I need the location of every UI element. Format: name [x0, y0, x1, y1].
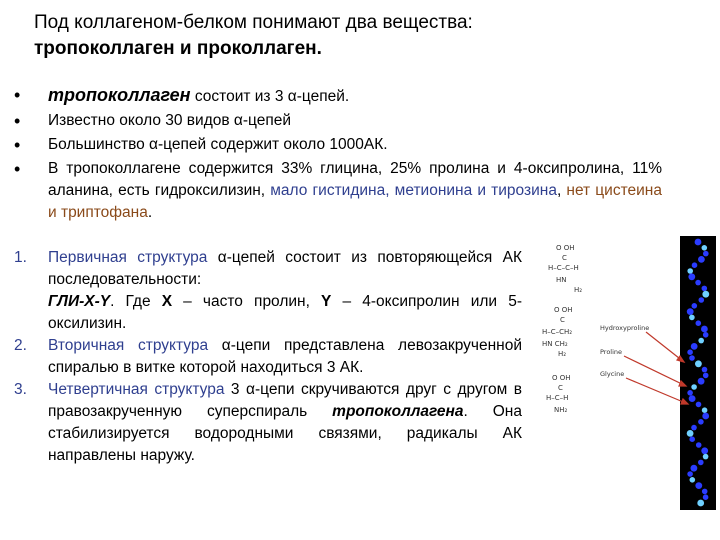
helix-bead — [698, 256, 705, 263]
helix-bead — [702, 245, 708, 251]
helix-bead — [687, 471, 693, 477]
proline-structure — [542, 306, 573, 358]
helix-bead — [703, 332, 709, 338]
svg-text:H–C–C–H: H–C–C–H — [548, 264, 579, 272]
absent-amino-acids: нет цистеина и триптофана — [48, 182, 662, 221]
title-line-2: тропоколлаген и проколлаген. — [34, 38, 322, 59]
hydroxyproline-structure — [548, 244, 582, 294]
svg-text:C: C — [560, 316, 565, 324]
helix-bead — [701, 447, 708, 454]
helix-bead — [702, 407, 708, 413]
figure-svg — [534, 236, 716, 510]
helix-bead — [689, 436, 695, 442]
helix-bead — [691, 425, 697, 431]
helix-bead — [691, 465, 698, 472]
svg-text:C: C — [558, 384, 563, 392]
svg-text:H–C–H: H–C–H — [546, 394, 569, 402]
term-tropocollagen-inline: тропоколлагена — [332, 403, 464, 420]
helix-bead — [698, 378, 705, 385]
structure-level-list — [14, 247, 522, 467]
sequence-definition: ГЛИ-Х-Y. Где Х – часто пролин, Y – 4-оксипролин или 5-оксилизин. — [48, 293, 522, 332]
item-number: 2. — [14, 337, 27, 354]
fact-bullet-list — [14, 84, 662, 226]
helix-bead — [687, 390, 693, 396]
helix-bead — [691, 343, 698, 350]
helix-bead — [689, 395, 696, 402]
glycine-structure — [546, 374, 571, 414]
svg-text:O OH: O OH — [556, 244, 575, 252]
svg-text:O OH: O OH — [554, 306, 573, 314]
secondary-structure-item: 2. Вторичная структура α-цепи представлена левозакрученной спиралью в витке которой находиться 3 АК. — [14, 337, 522, 376]
helix-bead — [695, 239, 702, 246]
helix-background — [680, 236, 716, 510]
helix-bead — [695, 280, 701, 286]
quaternary-structure-item: 3. Четвертичная структура 3 α-цепи скручиваются друг с другом в правозакрученную суперспираль тропоколлагена. Она стабилизируется водородными связями, радикалы АК направлены наружу. — [14, 381, 522, 464]
bullet-chain-length: • Большинство α-цепей содержит около 1000АК. — [14, 134, 662, 156]
term-tropocollagen: тропоколлаген — [48, 85, 191, 105]
svg-text:HN CH₂: HN CH₂ — [542, 340, 568, 348]
label-proline: Proline — [600, 348, 623, 356]
svg-text:C: C — [562, 254, 567, 262]
bullet-composition: • В тропоколлагене содержится 33% глицина, 25% пролина и 4-оксипролина, 11% аланина, есть гидроксилизин, мало гистидина, метионина и тирозина, нет цистеина и триптофана. — [14, 158, 662, 224]
svg-text:H₂: H₂ — [574, 286, 583, 294]
svg-text:O OH: O OH — [552, 374, 571, 382]
helix-bead — [696, 402, 702, 408]
helix-bead — [696, 320, 702, 326]
svg-text:H–C–CH₂: H–C–CH₂ — [542, 328, 573, 336]
term-primary-structure: Первичная структура — [48, 249, 208, 266]
helix-bead — [691, 384, 697, 390]
helix-bead — [703, 251, 709, 257]
slide-title — [34, 10, 694, 62]
helix-bead — [689, 355, 695, 361]
term-quaternary-structure: Четвертичная структура — [48, 381, 225, 398]
helix-bead — [687, 349, 693, 355]
title-line-1: Под коллагеном-белком понимают два вещества: — [34, 12, 473, 33]
helix-bead — [690, 477, 696, 483]
collagen-helix-figure — [534, 236, 716, 510]
helix-bead — [701, 326, 708, 333]
helix-bead — [699, 297, 705, 303]
helix-bead — [703, 494, 709, 500]
scarce-amino-acids: мало гистидина, метионина и тирозина — [270, 182, 557, 199]
helix-bead — [695, 360, 702, 367]
helix-bead — [703, 454, 709, 460]
helix-bead — [692, 262, 698, 268]
helix-bead — [698, 419, 704, 425]
bullet-chain-types: • Известно около 30 видов α-цепей — [14, 110, 662, 132]
helix-bead — [697, 500, 704, 507]
helix-bead — [692, 303, 698, 309]
svg-text:H₂: H₂ — [558, 350, 567, 358]
term-secondary-structure: Вторичная структура — [48, 337, 209, 354]
helix-bead — [702, 291, 709, 298]
helix-bead — [687, 430, 694, 437]
residue-labels — [600, 324, 649, 378]
sequence-motif: ГЛИ-Х-Y — [48, 293, 111, 310]
svg-text:HN: HN — [556, 276, 567, 284]
helix-bead — [688, 273, 695, 280]
helix-bead — [702, 367, 708, 373]
helix-bead — [698, 460, 704, 466]
helix-bead — [687, 268, 693, 274]
item-number: 3. — [14, 381, 27, 398]
label-hydroxyproline: Hydroxyproline — [600, 324, 650, 332]
label-arrows — [624, 332, 688, 404]
helix-bead — [703, 373, 709, 379]
helix-bead — [687, 308, 694, 315]
helix-bead — [702, 413, 709, 420]
helix-bead — [702, 489, 708, 495]
primary-structure-item: 1. Первичная структура α-цепей состоит из повторяющейся АК последовательности: ГЛИ-Х-Y. Где Х – часто пролин, Y – 4-оксипролин или 5-оксилизин. — [14, 247, 522, 335]
label-glycine: Glycine — [600, 370, 625, 378]
helix-bead — [702, 286, 708, 292]
helix-bead — [695, 482, 702, 489]
bullet-tropocollagen: • тропоколлаген состоит из 3 α-цепей. — [14, 84, 662, 108]
helix-bead — [696, 442, 702, 448]
helix-bead — [698, 338, 704, 344]
svg-text:NH₂: NH₂ — [554, 406, 568, 414]
item-number: 1. — [14, 249, 27, 266]
helix-bead — [689, 315, 695, 321]
